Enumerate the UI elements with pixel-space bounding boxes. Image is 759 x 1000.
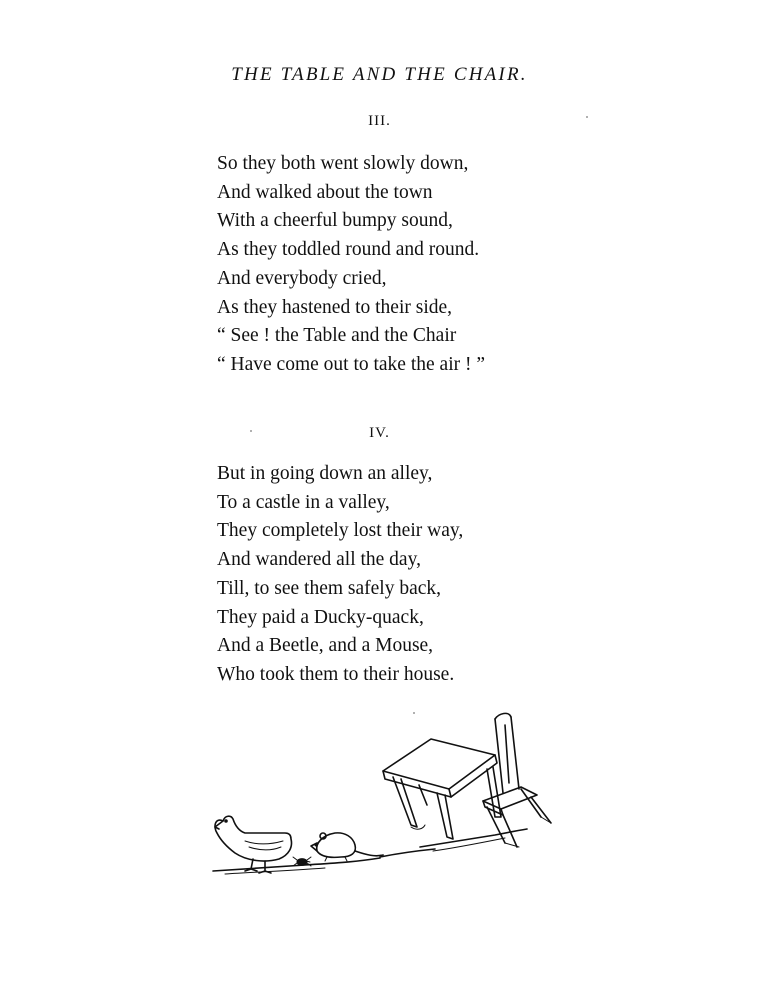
verse-line: “ Have come out to take the air ! ” [217,353,486,375]
verse-line: As they toddled round and round. [217,239,480,261]
stanza-number-iv: IV. [369,425,390,441]
mouse-figure [311,833,383,861]
stanza-iv [217,460,637,690]
verse-line: Till, to see them safely back, [217,577,442,599]
verse-line: To a castle in a valley, [217,491,390,513]
duck-figure [215,816,292,873]
ground-lines [213,829,527,874]
verse-line: Who took them to their house. [217,663,455,685]
verse-line: They completely lost their way, [217,520,464,542]
verse-line: As they hastened to their side, [217,296,453,318]
verse-line: And everybody cried, [217,267,387,289]
chair-figure [483,713,551,847]
verse-line: And wandered all the day, [217,549,421,571]
paper-speck [586,116,588,118]
verse-line: And a Beetle, and a Mouse, [217,635,434,657]
table-figure [383,739,501,839]
verse-line: With a cheerful bumpy sound, [217,210,453,232]
verse-line: “ See ! the Table and the Chair [217,325,457,347]
verse-line: And walked about the town [217,181,433,203]
paper-speck [250,430,252,432]
line-drawing-illustration [205,705,565,890]
verse-line: They paid a Ducky-quack, [217,606,424,628]
stanza-iii [217,150,637,380]
running-title: THE TABLE AND THE CHAIR. [231,64,528,85]
verse-line: So they both went slowly down, [217,153,469,174]
verse-line: But in going down an alley, [217,463,433,484]
stanza-number-iii: III. [368,113,391,129]
